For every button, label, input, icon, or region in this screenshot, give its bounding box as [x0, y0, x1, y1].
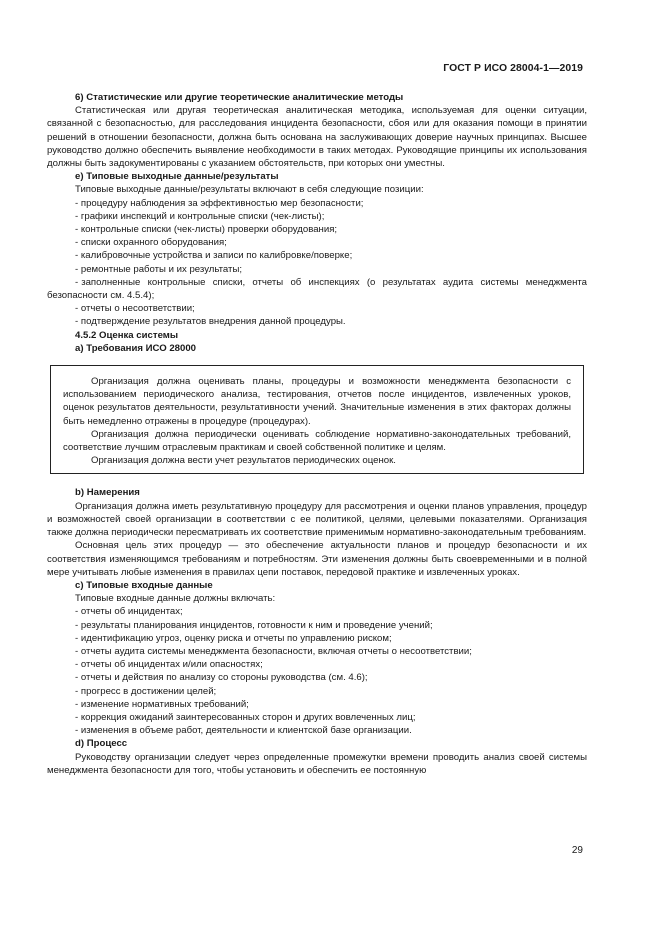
- box-paragraph-3: Организация должна вести учет результатов периодических оценок.: [91, 455, 396, 467]
- list-item: - списки охранного оборудования;: [47, 236, 587, 249]
- section-c-intro: Типовые входные данные должны включать:: [75, 593, 276, 605]
- section-a-title: а) Требования ИСО 28000: [75, 342, 196, 354]
- list-item: - подтверждение результатов внедрения данной процедуры.: [47, 315, 587, 328]
- list-item: - графики инспекций и контрольные списки (чек-листы);: [47, 210, 587, 223]
- document-header: ГОСТ Р ИСО 28004-1—2019: [443, 63, 583, 74]
- section-b-paragraph-2: Основная цель этих процедур — это обеспечение актуальности планов и процедур безопасности и их соответствия изменяющимся требованиям и потребностям. Эти изменения должны быть своевременными и в полной мере учитывать любые изменения в правилах цепи поставок, передовой практике и извлеченных уроках.: [47, 540, 587, 578]
- list-item: - калибровочные устройства и записи по калибровке/поверке;: [47, 249, 587, 262]
- list-item: - прогресс в достижении целей;: [47, 685, 587, 698]
- list-item: - идентификацию угроз, оценку риска и отчеты по управлению риском;: [47, 632, 587, 645]
- box-paragraph-1: Организация должна оценивать планы, процедуры и возможности менеджмента безопасности с использованием периодического анализа, тестирования, отчетов после инцидентов, извлеченных уроков, оценок результатов деятельности, результативности учений. Значительные изменения в этих факторах должны быть немедленно отражены в процедуре (процедурах).: [63, 376, 571, 427]
- list-item: - отчеты об инцидентах и/или опасностях;: [47, 658, 587, 671]
- list-item: - изменения в объеме работ, деятельности и клиентской базе организации.: [47, 724, 587, 737]
- page-number: 29: [571, 845, 583, 856]
- list-item: - изменение нормативных требований;: [47, 698, 587, 711]
- list-item: - процедуру наблюдения за эффективностью мер безопасности;: [47, 197, 587, 210]
- list-item: - ремонтные работы и их результаты;: [47, 263, 587, 276]
- list-item: - коррекция ожиданий заинтересованных сторон и других вовлеченных лиц;: [47, 711, 587, 724]
- section-e-intro: Типовые выходные данные/результаты включают в себя следующие позиции:: [75, 184, 424, 196]
- list-item: - отчеты аудита системы менеджмента безопасности, включая отчеты о несоответствии;: [47, 645, 587, 658]
- list-item: - отчеты о несоответствии;: [47, 302, 587, 315]
- section-b-paragraph-1: Организация должна иметь результативную процедуру для рассмотрения и оценки планов управления, процедур и возможностей своей организации в соответствии с ее политикой, целями, целевыми показателями. Организация также должна периодически пересматривать их соответствие применимым нормативно-законодательным требованиям.: [47, 500, 587, 539]
- list-item: - результаты планирования инцидентов, готовности к ним и проведение учений;: [47, 619, 587, 632]
- list-item: - контрольные списки (чек-листы) проверки оборудования;: [47, 223, 587, 236]
- list-item: - отчеты и действия по анализу со стороны руководства (см. 4.6);: [47, 671, 587, 684]
- section-e-title: е) Типовые выходные данные/результаты: [75, 171, 279, 183]
- list-item: - заполненные контрольные списки, отчеты об инспекциях (о результатах аудита системы менеджмента безопасности см. 4.5.4);: [47, 276, 587, 302]
- requirements-box: [50, 365, 584, 474]
- section-d-title: d) Процесс: [75, 738, 128, 750]
- document-body: [47, 91, 587, 777]
- section-452-title: 4.5.2 Оценка системы: [75, 329, 179, 341]
- section-d-paragraph-1: Руководству организации следует через определенные промежутки времени проводить анализ своей системы менеджмента безопасности для того, чтобы установить и обеспечить ее постоянную: [47, 751, 587, 776]
- list-item: - отчеты об инцидентах;: [47, 605, 587, 618]
- box-paragraph-2: Организация должна периодически оценивать соблюдение нормативно-законодательных требований, соответствие лучшим отраслевым практикам и своей собственной политике и целям.: [63, 428, 571, 454]
- section-c-title: c) Типовые входные данные: [75, 579, 213, 591]
- section-6-title: 6) Статистические или другие теоретические аналитические методы: [75, 92, 404, 103]
- list-item-text: заполненные контрольные списки, отчеты об инспекциях (о результатах аудита системы менеджмента безопасности см. 4.5.4);: [47, 276, 587, 302]
- section-b-title: b) Намерения: [75, 487, 140, 499]
- section-6-paragraph: Статистическая или другая теоретическая аналитическая методика, используемая для оценки ситуации, связанной с безопасностью, для расследования инцидента безопасности, сбоя или для оказания помощи в принятии решений в отношении безопасности, должна быть основана на заслуживающих доверие научных принципах. Высшее руководство должно обеспечить выявление необходимости в таких методах. Руководящие принципы их использования должны быть задокументированы с указанием обстоятельств, при которых они уместны.: [47, 105, 587, 170]
